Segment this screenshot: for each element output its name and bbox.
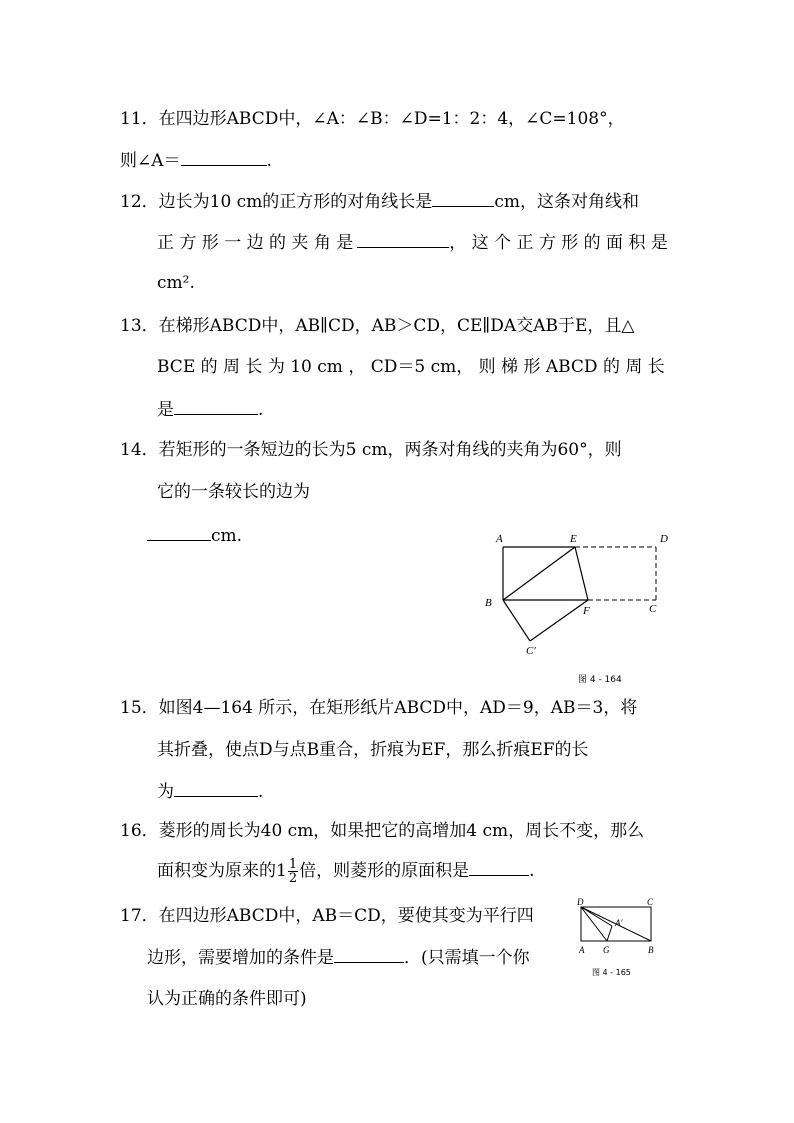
q13-line2: BCE 的 周 长 为 10 cm ， CD＝5 cm， 则 梯 形 ABCD 的 周 长 — [157, 357, 665, 377]
q16-line2 — [157, 858, 535, 885]
q13-suffix: . — [258, 400, 264, 420]
q17-line2 — [147, 946, 530, 969]
q13-line1: 13．在梯形ABCD中，AB∥CD，AB＞CD，CE∥DA交AB于E，且△ — [120, 316, 635, 336]
fig165-label-D: D — [577, 897, 584, 907]
q14-line2: 它的一条较长的边为 — [157, 482, 310, 502]
q12-line2-text2: ， 这 个 正 方 形 的 面 积 是 — [449, 233, 668, 253]
q16-suffix: . — [529, 861, 535, 881]
q16-frac-num: 1 — [288, 857, 298, 872]
q12-mid: cm，这条对角线和 — [494, 192, 639, 212]
q15-line1: 15．如图4—164 所示，在矩形纸片ABCD中，AD＝9，AB＝3，将 — [120, 698, 638, 718]
q16-fraction — [288, 858, 298, 885]
q12-line1 — [120, 190, 639, 213]
q17-line3: 认为正确的条件即可) — [147, 989, 307, 1009]
q17-line1: 17．在四边形ABCD中，AB＝CD，要使其变为平行四 — [120, 906, 534, 926]
q17-suffix: ．(只需填一个你 — [404, 948, 530, 968]
fig164-label-A: A — [496, 533, 503, 545]
fig164-label-B: B — [485, 597, 492, 609]
q15-prefix: 为 — [157, 782, 174, 802]
fig164-label-F: F — [583, 605, 590, 617]
q12-line2-text: 正 方 形 一 边 的 夹 角 是 — [157, 233, 354, 253]
q11-suffix: . — [266, 151, 272, 171]
fig164-edge-BC1 — [503, 600, 530, 641]
fig165-fold-DA1 — [581, 907, 612, 926]
q16-mid: 倍，则菱形的原面积是 — [299, 861, 470, 881]
q13-prefix: 是 — [157, 400, 174, 420]
figure-4-164 — [478, 526, 678, 686]
q12-answer-blank-1[interactable] — [432, 190, 494, 207]
q16-line1: 16．菱形的周长为40 cm，如果把它的高增加4 cm，周长不变，那么 — [120, 821, 645, 841]
fig164-label-D: D — [660, 533, 668, 545]
q15-answer-blank[interactable] — [174, 780, 258, 797]
fig165-label-A: A — [579, 945, 585, 955]
q12-prefix: 12．边长为10 cm的正方形的对角线长是 — [120, 192, 433, 212]
q14-line1: 14．若矩形的一条短边的长为5 cm，两条对角线的夹角为60°，则 — [120, 440, 622, 460]
fig164-edge-EF — [575, 547, 588, 600]
fig165-label-B: B — [648, 945, 654, 955]
figure-4-165 — [572, 896, 662, 982]
q17-answer-blank[interactable] — [334, 946, 404, 963]
q14-unit: cm. — [211, 526, 243, 546]
q16-answer-blank[interactable] — [469, 859, 529, 876]
fig165-fold-DG — [581, 907, 607, 941]
fig165-caption: 图 4 - 165 — [592, 968, 631, 977]
q12-answer-blank-2[interactable] — [357, 231, 449, 248]
q11-line1: 11．在四边形ABCD中，∠A：∠B：∠D=1：2：4，∠C=108°， — [120, 109, 625, 129]
fig165-label-G: G — [603, 945, 610, 955]
q11-line2 — [120, 149, 272, 172]
q16-prefix: 面积变为原来的1 — [157, 861, 287, 881]
fig165-fold-GA1 — [607, 926, 612, 941]
q12-line3: cm². — [157, 273, 195, 293]
fig164-label-C: C — [649, 603, 657, 615]
fig164-edge-C1F — [530, 600, 588, 641]
q14-line3 — [147, 524, 242, 547]
q15-line2: 其折叠，使点D与点B重合，折痕为EF，那么折痕EF的长 — [157, 740, 589, 760]
q17-prefix: 边形，需要增加的条件是 — [147, 948, 334, 968]
q15-suffix: . — [258, 782, 264, 802]
fig164-label-C-prime: C′ — [526, 645, 536, 657]
q11-answer-blank[interactable] — [181, 149, 267, 166]
q14-answer-blank[interactable] — [147, 524, 211, 541]
fig164-label-E: E — [570, 533, 577, 545]
q13-answer-blank[interactable] — [174, 398, 258, 415]
fig164-caption: 图 4 - 164 — [578, 675, 622, 685]
fig164-edge-BE — [503, 547, 575, 600]
q12-line2 — [157, 231, 668, 254]
q15-line3 — [157, 780, 263, 803]
fig165-label-C: C — [647, 897, 654, 907]
q13-line3 — [157, 398, 263, 421]
q11-prefix: 则∠A＝ — [120, 151, 181, 171]
q16-frac-den: 2 — [288, 871, 298, 886]
fig165-label-A-prime: A′ — [615, 918, 623, 928]
